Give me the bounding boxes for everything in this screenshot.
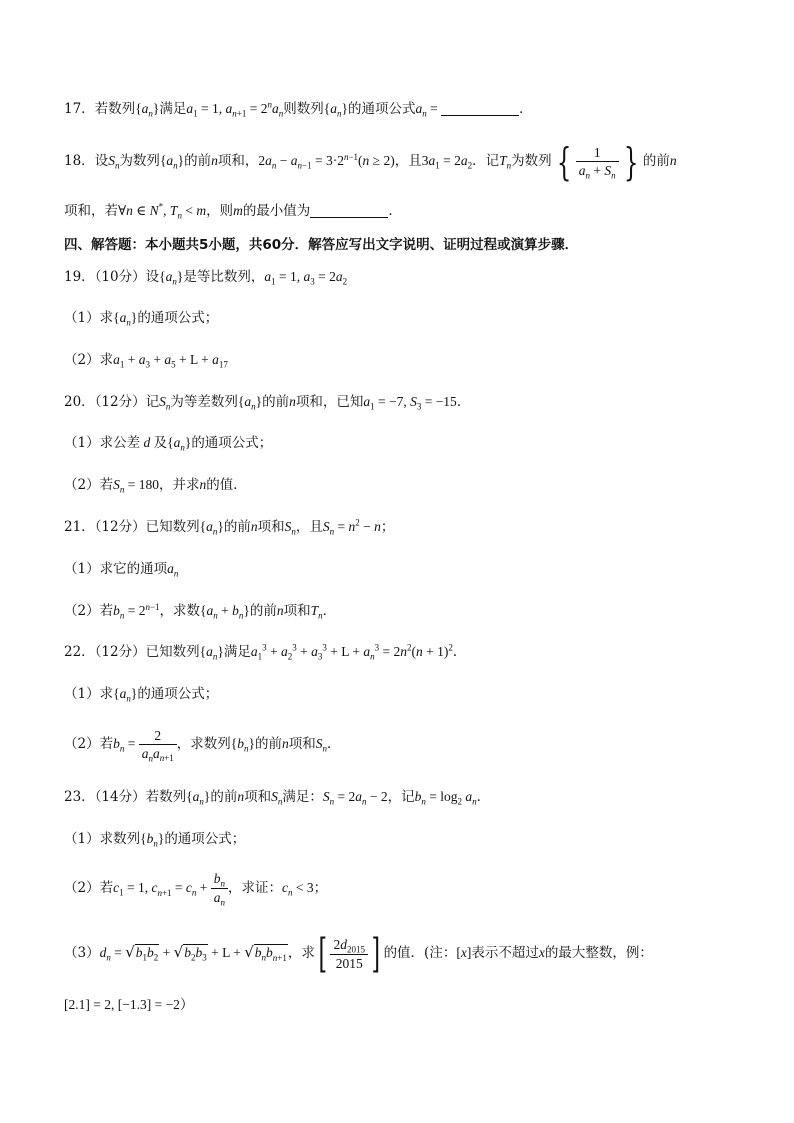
answer-blank[interactable] xyxy=(310,203,388,218)
question-18: 18．设$S_n$为数列$\{a_n\}$的前n项和，$2a_n - a_{n-1} = 3\cdot 2^{n-1}(n \ge 2)$，且$3a_1 = 2a_2$．记$T_n$为数列 { $\frac{1}{a_n + S_n}$ } 的前n xyxy=(64,139,677,184)
question-19: 19．（10分）设$\{a_n\}$是等比数列，$a_1 = 1$, $a_3 = 2a_2$ xyxy=(64,269,348,287)
score: （14分） xyxy=(94,789,146,805)
question-23: 23．（14分）若数列$\{a_n\}$的前n项和$S_n$满足：$S_n = 2a_n - 2$，记$b_n = \log_2 a_n$． xyxy=(64,789,491,807)
question-19-part-2: （2）求$a_1 + a_3 + a_5 + L + a_{17}$ xyxy=(64,352,228,370)
question-number: 23． xyxy=(64,789,95,805)
score: （12分） xyxy=(94,394,146,410)
question-number: 20． xyxy=(64,394,95,410)
question-23-part-3: $(3)d_n = √b_1b_2 + √b_2b_3 + L + √b_nb_{n+1}$，求[ $\frac{2d_{2015}}{2015}$ ] 的值．(注：[x]表示不超过x的最大整数，例： xyxy=(64,930,653,977)
score: （12分） xyxy=(94,519,146,535)
question-20: 20．（12分）记$S_n$为等差数列$\{a_n\}$的前n项和，已知$a_1 = -7$, $S_3 = -15$． xyxy=(64,394,471,412)
question-22-part-1: （1）求$\{a_n\}$的通项公式； xyxy=(64,686,219,704)
question-number: 18． xyxy=(64,153,95,169)
question-23-part-3-line-2: [2.1] = 2, [−1.3] = −2） xyxy=(64,997,194,1013)
question-23-part-1: （1）求数列$\{b_n\}$的通项公式； xyxy=(64,831,246,849)
question-21: 21．（12分）已知数列$\{a_n\}$的前n项和$S_n$，且$S_n = n^2 - n$； xyxy=(64,517,395,537)
question-21-part-2: （2）若$b_n = 2^{n-1}$，求数$\{a_n + b_n\}$的前n项和$T_n$． xyxy=(64,601,337,621)
question-number: 19． xyxy=(64,269,95,285)
answer-blank[interactable] xyxy=(441,101,519,116)
question-18-line-2: 项和，若∀n ∈ N*, $T_n < m$，则m的最小值为 ． xyxy=(64,201,402,221)
score: （10分） xyxy=(94,269,146,285)
question-number: 21． xyxy=(64,519,95,535)
question-21-part-1: （1）求它的通项$a_n$ xyxy=(64,561,179,579)
question-number: 22． xyxy=(64,644,95,660)
question-number: 17． xyxy=(64,101,95,117)
question-22-part-2: （2）若$b_n$ = $\frac{2}{a_na_{n+1}}$ ，求数列$\{b_n\}$的前n项和$S_n$． xyxy=(64,727,341,764)
section-heading: 四、解答题：本小题共5小题，共60分．解答应写出文字说明、证明过程或演算步骤． xyxy=(64,237,579,253)
question-23-part-2: （2）若$c_1 = 1$, $c_{n+1} = c_n$ + $\frac{b_n}{a_n}$ ，求证：$c_n < 3$； xyxy=(64,871,328,908)
question-20-part-2: （2）若$S_n = 180$，并求n的值． xyxy=(64,477,247,495)
question-22: 22．（12分）已知数列$\{a_n\}$满足$a_1^3 + a_2^3 + a_3^3 + L + a_n^3 = 2n^2(n + 1)^2$． xyxy=(64,642,467,662)
question-17: 17．若数列$\{a_n\}$满足$a_1 = 1$, $a_{n+1} = 2^na_n$则数列$\{a_n\}$的通项公式$a_n$ = ． xyxy=(64,99,533,119)
question-20-part-1: （1）求公差 d 及$\{a_n\}$的通项公式； xyxy=(64,435,273,453)
score: （12分） xyxy=(94,644,146,660)
question-19-part-1: （1）求$\{a_n\}$的通项公式； xyxy=(64,310,219,328)
